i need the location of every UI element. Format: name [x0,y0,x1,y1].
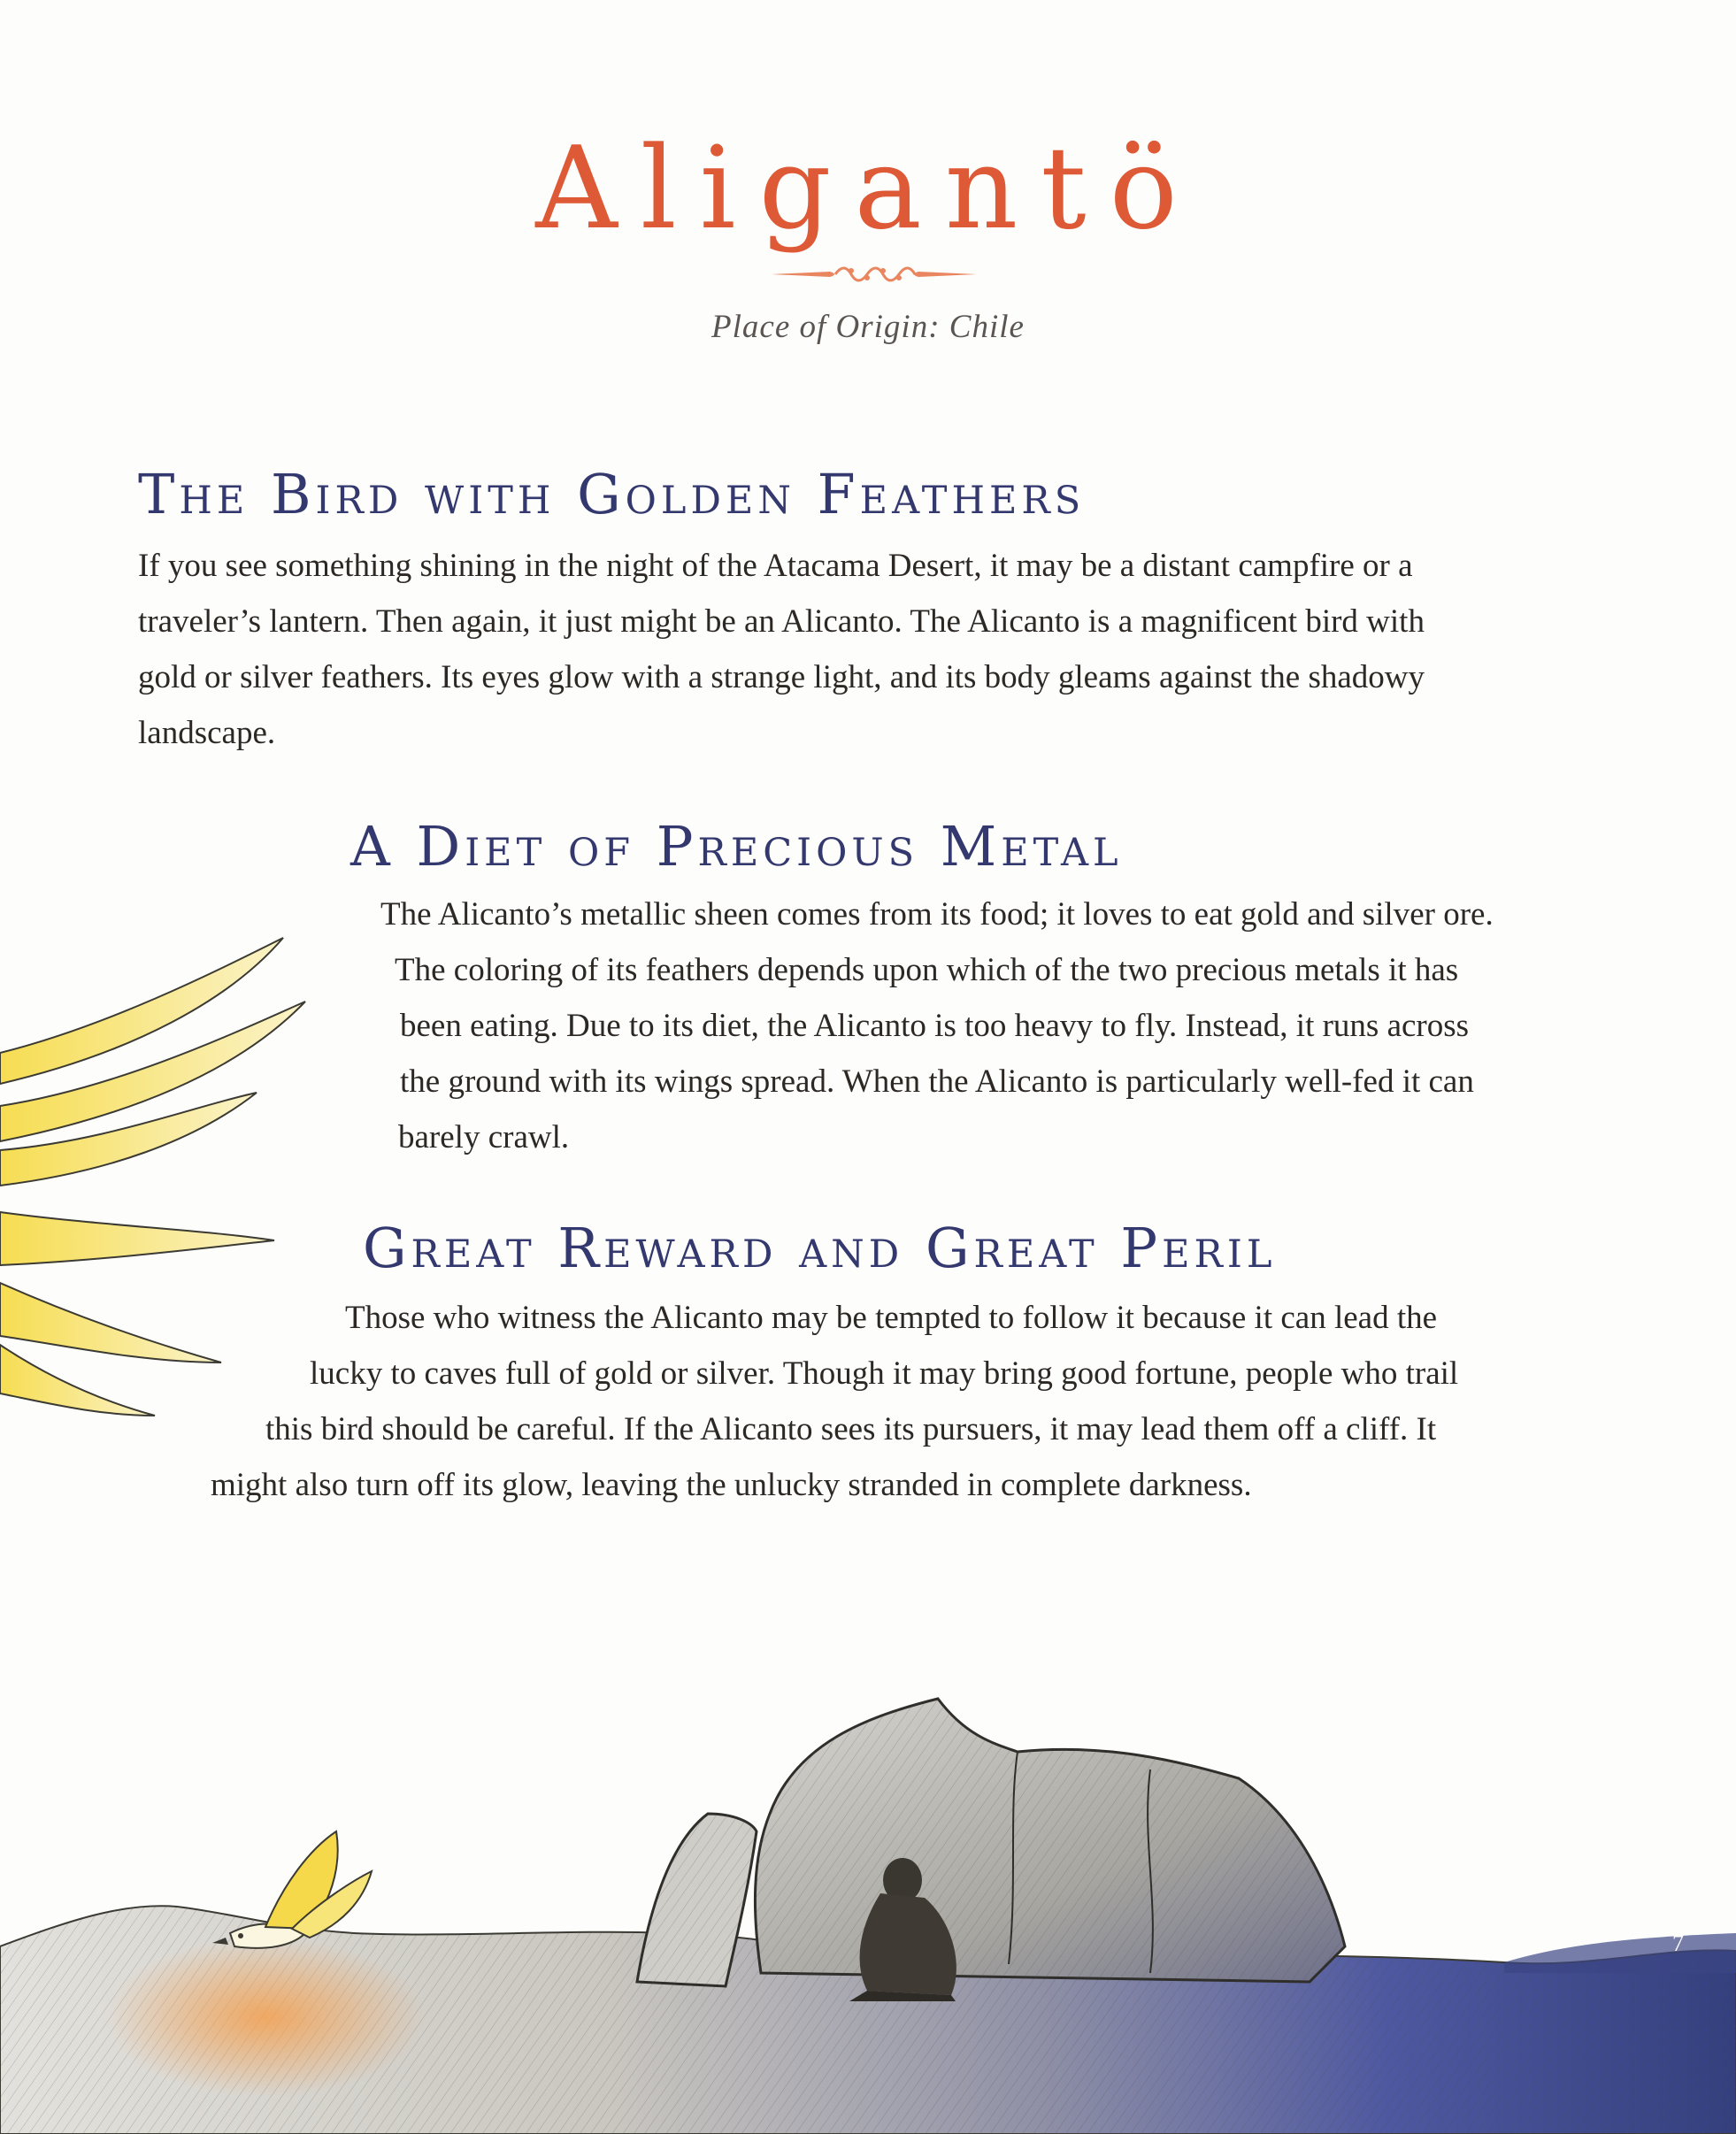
body-line: been eating. Due to its diet, the Alicanto is too heavy to fly. Instead, it runs across [400,1008,1470,1044]
place-of-origin: Place of Origin: Chile [711,309,1025,345]
body-line: the ground with its wings spread. When the Alicanto is particularly well-fed it can [400,1063,1474,1100]
body-line: If you see something shining in the night of the Atacama Desert, it may be a distant campfire or a [138,548,1413,584]
section-body-golden-feathers [138,538,1425,761]
section-heading-precious-metal: A Diet of Precious Metal [350,814,1123,879]
section-heading-golden-feathers: The Bird with Golden Feathers [138,462,1086,526]
body-line: The coloring of its feathers depends upon which of the two precious metals it has [395,952,1459,988]
page-title: Aligantö [535,123,1201,255]
body-line: lucky to caves full of gold or silver. Though it may bring good fortune, people who trail [310,1355,1459,1392]
body-line: might also turn off its glow, leaving the unlucky stranded in complete darkness. [211,1467,1252,1503]
desert-rock-scene-illustration [0,1681,1736,2134]
body-line: this bird should be careful. If the Alicanto sees its pursuers, it may lead them off a cliff. It [265,1411,1437,1447]
body-line: gold or silver feathers. Its eyes glow with a strange light, and its body gleams against the shadowy [138,659,1425,695]
body-line: Those who witness the Alicanto may be tempted to follow it because it can lead the [345,1300,1438,1336]
golden-wing-illustration [0,920,319,1433]
alicanto-bird [212,1831,372,1948]
body-line: The Alicanto’s metallic sheen comes from its food; it loves to eat gold and silver ore. [380,896,1494,933]
section-body-reward-peril [204,1290,1458,1513]
body-line: landscape. [138,715,276,751]
title-flourish-ornament [768,258,980,290]
section-heading-reward-peril: Great Reward and Great Peril [363,1216,1277,1280]
body-line: barely crawl. [398,1119,570,1155]
section-body-precious-metal [380,887,1494,1165]
page-number: 7 [1672,1931,1684,1956]
body-line: traveler’s lantern. Then again, it just might be an Alicanto. The Alicanto is a magnificent bird with [138,603,1425,640]
